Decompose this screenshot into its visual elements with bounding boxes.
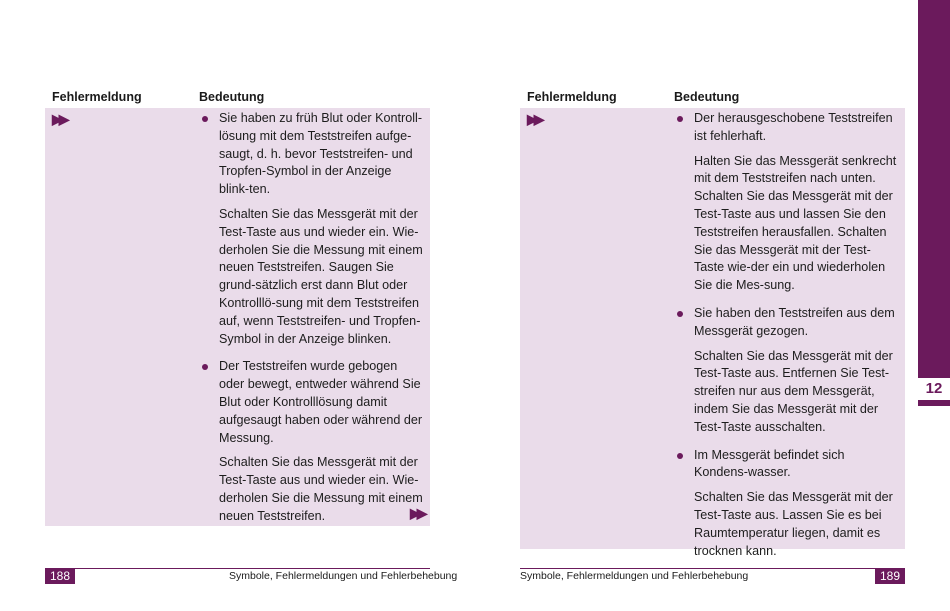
item-text: Sie haben zu früh Blut oder Kontroll-lösung mit dem Teststreifen aufge-saugt, d. h. bevor Teststreifen- und Tropfen-Symbol in der Anzeige blink-ten. <box>219 111 423 197</box>
footer-text: Symbole, Fehlermeldungen und Fehlerbehebung <box>229 570 458 582</box>
item-instruction: Schalten Sie das Messgerät mit der Test-Taste aus. Lassen Sie es bei Raumtemperatur liegen, damit es trocknen kann. <box>694 490 893 558</box>
page-number: 189 <box>875 569 905 584</box>
bullet-icon <box>677 311 683 317</box>
continue-arrow-icon: ▶▶ <box>410 505 424 521</box>
meaning-list <box>200 110 425 536</box>
page-number: 188 <box>45 569 75 584</box>
item-instruction: Schalten Sie das Messgerät mit der Test-Taste aus. Entfernen Sie Test-streifen nur aus dem Messgerät, indem Sie das Messgerät mit der Test-Taste ausschalten. <box>694 348 893 434</box>
footer-text: Symbole, Fehlermeldungen und Fehlerbehebung <box>520 570 749 582</box>
chapter-tab <box>918 0 950 406</box>
item-text: Sie haben den Teststreifen aus dem Messgerät gezogen. <box>694 305 895 338</box>
bullet-icon <box>202 116 208 122</box>
item-text: Der herausgeschobene Teststreifen ist fehlerhaft. <box>694 111 893 143</box>
footer-divider <box>45 568 430 569</box>
error-symbol-double-arrow-icon: ▶▶ <box>527 111 541 127</box>
column-header-fehlermeldung: Fehlermeldung <box>52 90 142 104</box>
item-instruction: Halten Sie das Messgerät senkrecht mit dem Teststreifen nach unten. Schalten Sie das Messgerät mit der Test-Taste aus und lassen Sie den Teststreifen herausfallen. Schalten Sie das Messgerät mit der Test-Taste wie-der ein und wiederholen Sie die Mes-sung. <box>694 153 897 293</box>
list-item <box>675 110 900 295</box>
meaning-list <box>675 110 900 570</box>
item-text: Im Messgerät befindet sich Kondens-wasser. <box>694 447 845 480</box>
error-symbol-double-arrow-icon: ▶▶ <box>52 111 66 127</box>
bullet-icon <box>202 364 208 370</box>
column-header-bedeutung: Bedeutung <box>674 90 740 104</box>
list-item <box>675 305 900 437</box>
item-instruction: Schalten Sie das Messgerät mit der Test-Taste aus und wieder ein. Wie-derholen Sie die Messung mit einem neuen Teststreifen. <box>219 455 423 523</box>
column-header-fehlermeldung: Fehlermeldung <box>527 90 617 104</box>
footer-divider <box>520 568 905 569</box>
list-item <box>675 447 900 561</box>
list-item <box>200 110 425 348</box>
list-item <box>200 358 425 525</box>
item-instruction: Schalten Sie das Messgerät mit der Test-Taste aus und wieder ein. Wie-derholen Sie die Messung mit einem neuen Teststreifen. Saugen Sie grund-sätzlich erst dann Blut oder Kontrolllö-sung mit dem Teststreifen auf, wenn Teststreifen- und Tropfen-Symbol in der Anzeige blinken. <box>219 206 423 346</box>
bullet-icon <box>677 453 683 459</box>
item-text: Der Teststreifen wurde gebogen oder bewegt, entweder während Sie Blut oder Kontrolllösung damit aufgesaugt haben oder während der Messung. <box>219 359 423 445</box>
bullet-icon <box>677 116 683 122</box>
chapter-number: 12 <box>918 378 950 400</box>
column-header-bedeutung: Bedeutung <box>199 90 265 104</box>
